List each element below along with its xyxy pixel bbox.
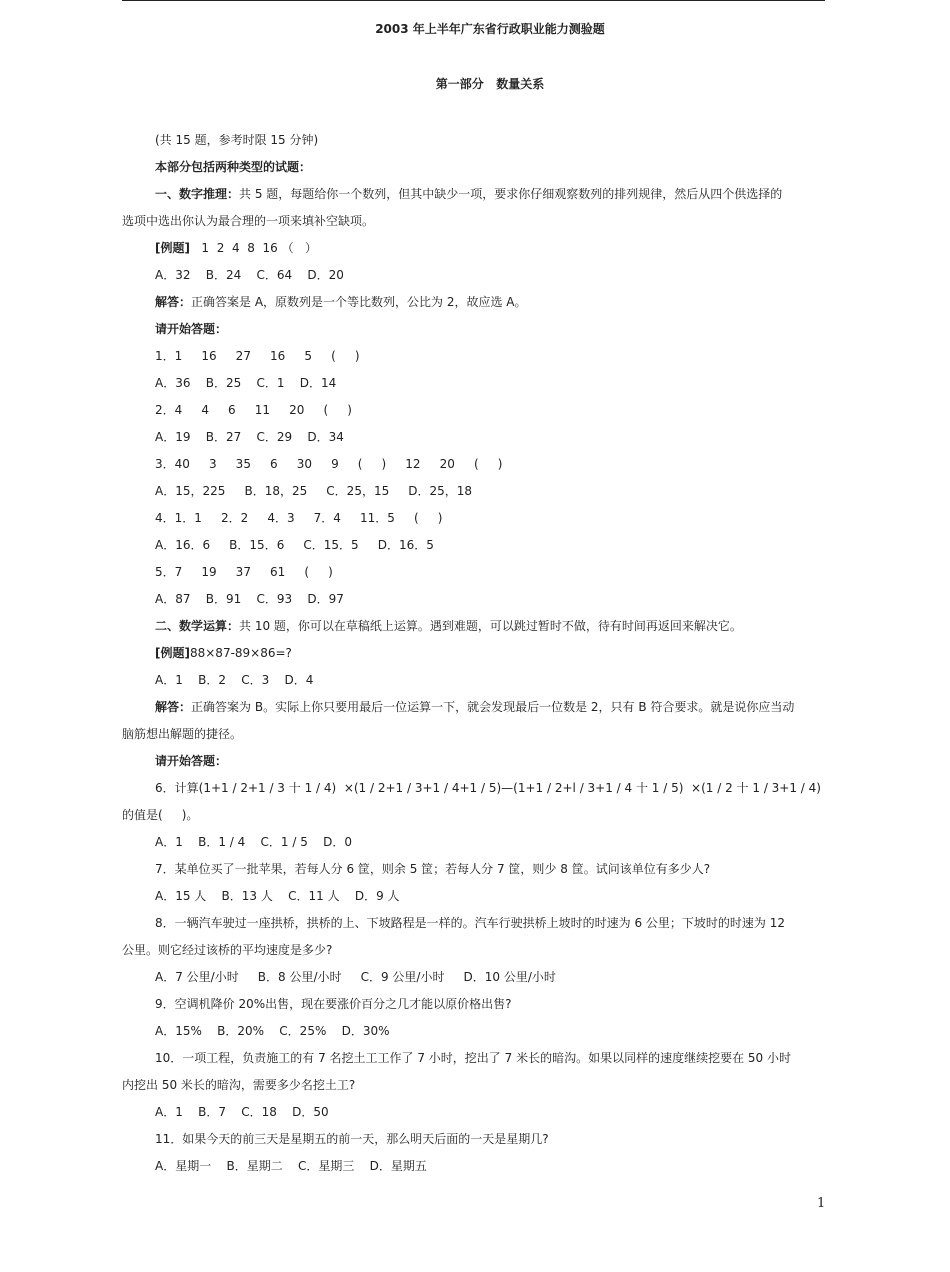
question-7-options: A．15 人 B．13 人 C．11 人 D．9 人 [155,889,400,903]
section-title: 第一部分 数量关系 [435,77,545,91]
example-expression: 88×87-89×86=? [189,646,292,660]
question-11: 11．如果今天的前三天是星期五的前一天，那么明天后面的一天是星期几? [155,1132,549,1146]
answer-text: 正确答案是 A，原数列是一个等比数列，公比为 2，故应选 A。 [191,295,527,309]
question-8-cont: 公里。则它经过该桥的平均速度是多少? [122,943,333,957]
document-title: 2003 年上半年广东省行政职业能力测验题 [375,22,605,36]
example-sequence: 1 2 4 8 16 （ ） [189,241,318,255]
top-rule [122,0,825,1]
part2-intro [122,613,825,640]
part2-example-options: A．1 B．2 C．3 D．4 [155,673,314,687]
question-6-cont: 的值是( )。 [122,808,199,822]
answer-label: 解答： [155,295,192,309]
part2-example [122,640,825,667]
example-options: A．32 B．24 C．64 D．20 [155,268,344,282]
question-6: 6．计算(1+1 / 2+1 / 3 十 1 / 4) ×(1 / 2+1 / 3+1 / 4+1 / 5)—(1+1 / 2+l / 3+1 / 4 十 1 / 5) ×(1 / 2 十 1 / 3+1 / 4) [155,781,821,795]
question-1: 1．1 16 27 16 5 ( ) [155,349,360,363]
question-3-options: A．15，225 B．18，25 C．25，15 D．25，18 [155,484,473,498]
question-8-options: A．7 公里/小时 B．8 公里/小时 C．9 公里/小时 D．10 公里/小时 [155,970,556,984]
part1-example [122,235,825,262]
question-11-options: A．星期一 B．星期二 C．星期三 D．星期五 [155,1159,427,1173]
question-10: 10．一项工程，负责施工的有 7 名挖土工工作了 7 小时，挖出了 7 米长的暗沟。如果以同样的速度继续挖要在 50 小时 [155,1051,791,1065]
question-1-options: A．36 B．25 C．1 D．14 [155,376,337,390]
document-body [122,127,825,1180]
part2-desc: 共 10 题，你可以在草稿纸上运算。遇到难题，可以跳过暂时不做，待有时间再返回来解决它。 [239,619,742,633]
question-9-options: A．15% B．20% C．25% D．30% [155,1024,390,1038]
time-note: (共 15 题，参考时限 15 分钟) [155,133,319,147]
part2-answer-cont: 脑筋想出解题的捷径。 [122,727,243,741]
part1-desc-cont: 选项中选出你认为最合理的一项来填补空缺项。 [122,214,375,228]
types-note: 本部分包括两种类型的试题： [155,160,312,174]
question-7: 7．某单位买了一批苹果，若每人分 6 筐，则余 5 筐；若每人分 7 筐，则少 8 筐。试问该单位有多少人? [155,862,711,876]
part1-answer [122,289,825,316]
part2-start-label: 请开始答题： [155,754,228,768]
question-10-cont: 内挖出 50 米长的暗沟，需要多少名挖土工? [122,1078,356,1092]
example-label: [例题] [155,241,190,255]
question-9: 9．空调机降价 20%出售，现在要涨价百分之几才能以原价格出售? [155,997,512,1011]
part1-start-label: 请开始答题： [155,322,228,336]
question-5: 5．7 19 37 61 ( ) [155,565,333,579]
question-3: 3．40 3 35 6 30 9 ( ) 12 20 ( ) [155,457,503,471]
question-2-options: A．19 B．27 C．29 D．34 [155,430,344,444]
question-10-options: A．1 B．7 C．18 D．50 [155,1105,329,1119]
part2-heading: 二、数学运算： [155,619,240,633]
question-8: 8．一辆汽车驶过一座拱桥，拱桥的上、下坡路程是一样的。汽车行驶拱桥上坡时的时速为 6 公里；下坡时的时速为 12 [155,916,785,930]
question-2: 2．4 4 6 11 20 ( ) [155,403,352,417]
part2-answer [122,694,825,721]
answer-text: 正确答案为 B。实际上你只要用最后一位运算一下，就会发现最后一位数是 2，只有 B 符合要求。就是说你应当动 [191,700,795,714]
question-4: 4．1．1 2．2 4．3 7．4 11．5 ( ) [155,511,443,525]
question-4-options: A．16．6 B．15．6 C．15．5 D．16．5 [155,538,434,552]
page-number: 1 [817,1196,826,1211]
part1-intro [122,181,825,208]
part1-desc: 共 5 题，每题给你一个数列，但其中缺少一项，要求你仔细观察数列的排列规律，然后从四个供选择的 [239,187,783,201]
question-6-options: A．1 B．1 / 4 C．1 / 5 D．0 [155,835,352,849]
answer-label: 解答： [155,700,192,714]
question-5-options: A．87 B．91 C．93 D．97 [155,592,344,606]
example-label: [例题] [155,646,190,660]
part1-heading: 一、数字推理： [155,187,240,201]
